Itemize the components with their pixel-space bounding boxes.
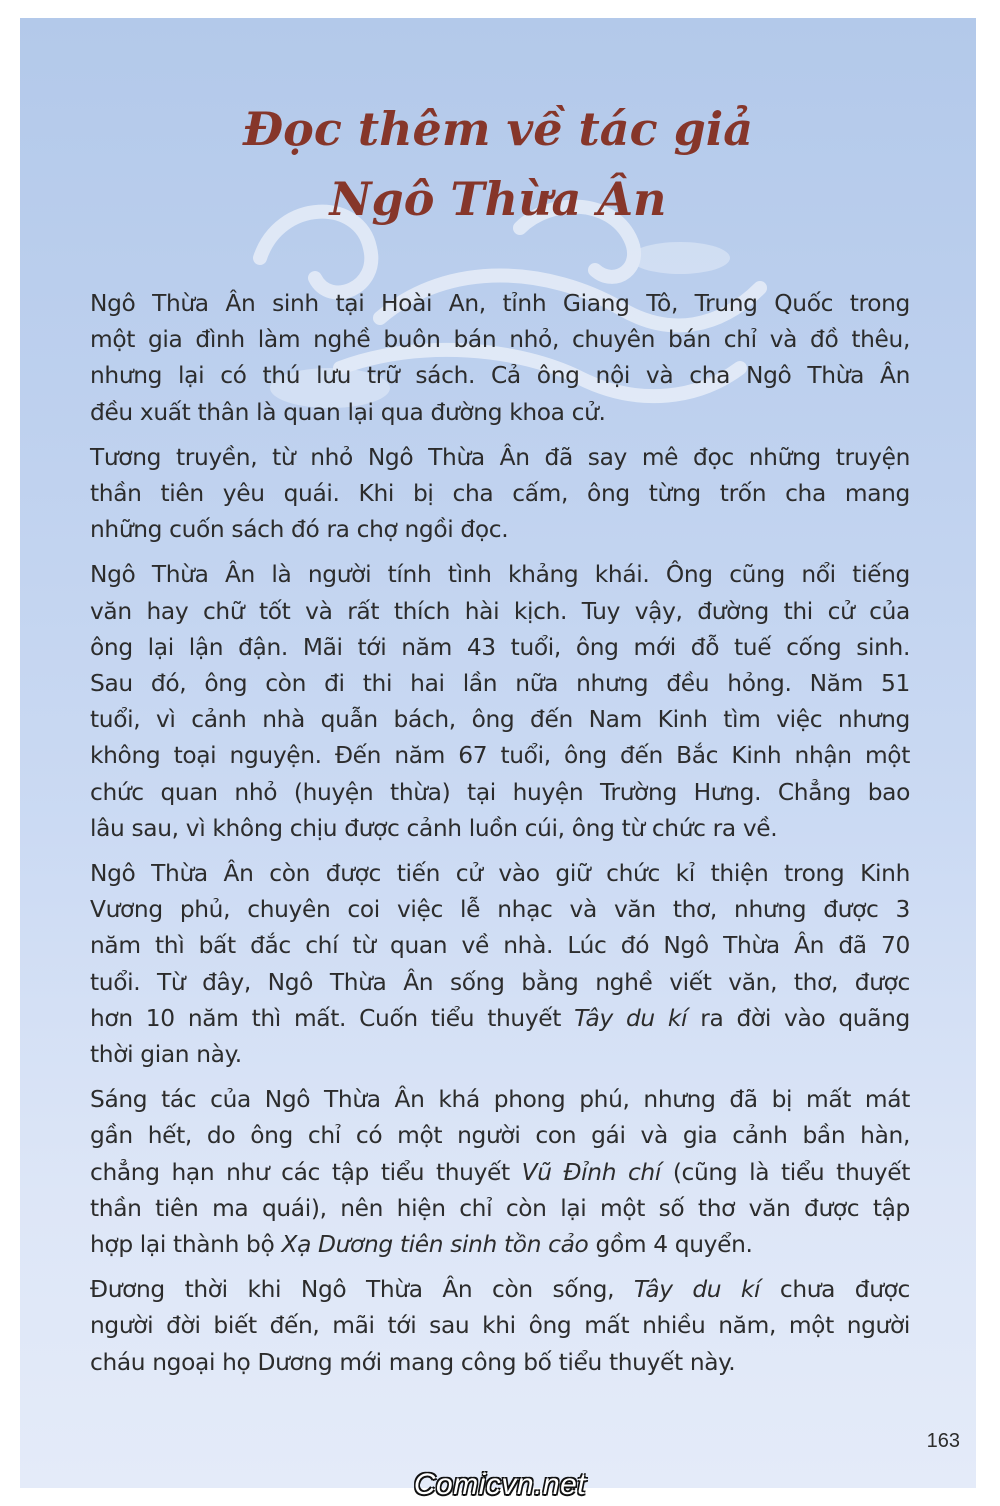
- text-line: Đương thời khi Ngô Thừa Ân còn sống, Tây du kí chưa được: [90, 1276, 910, 1304]
- text-line: Sáng tác của Ngô Thừa Ân khá phong phú, nhưng đã bị mất mát: [90, 1086, 910, 1114]
- text-line: chẳng hạn như các tập tiểu thuyết Vũ Đỉnh chí (cũng là tiểu thuyết: [90, 1158, 910, 1186]
- text-line: Ngô Thừa Ân là người tính tình khảng khái. Ông cũng nổi tiếng: [90, 561, 910, 589]
- paragraph: [90, 856, 910, 1073]
- page-number: 163: [926, 1430, 960, 1452]
- text-line: thời gian này.: [90, 1041, 242, 1069]
- text-line: lâu sau, vì không chịu được cảnh luồn cúi, ông từ chức ra về.: [90, 814, 778, 842]
- article-title-line-1: Đọc thêm về tác giả: [242, 102, 754, 156]
- paragraph: [90, 440, 910, 549]
- text-line: ông lại lận đận. Mãi tới năm 43 tuổi, ông mới đỗ tuế cống sinh.: [90, 633, 910, 661]
- text-line: Vương phủ, chuyên coi việc lễ nhạc và văn thơ, nhưng được 3: [90, 896, 910, 924]
- text-line: thần tiên ma quái), nên hiện chỉ còn lại một số thơ văn được tập: [90, 1194, 910, 1222]
- text-line: chức quan nhỏ (huyện thừa) tại huyện Trường Hưng. Chẳng bao: [90, 778, 910, 806]
- text-line: cháu ngoại họ Dương mới mang công bố tiểu thuyết này.: [90, 1348, 736, 1376]
- text-line: nhưng lại có thú lưu trữ sách. Cả ông nội và cha Ngô Thừa Ân: [90, 362, 910, 390]
- text-line: người đời biết đến, mãi tới sau khi ông mất nhiều năm, một người: [90, 1312, 910, 1340]
- article-body: [90, 286, 910, 1390]
- text-line: Sau đó, ông còn đi thi hai lần nữa nhưng đều hỏng. Năm 51: [90, 670, 910, 698]
- paragraph: [90, 1272, 910, 1381]
- text-line: hơn 10 năm thì mất. Cuốn tiểu thuyết Tây du kí ra đời vào quãng: [90, 1004, 910, 1032]
- text-line: không toại nguyện. Đến năm 67 tuổi, ông đến Bắc Kinh nhận một: [90, 742, 910, 770]
- paragraph: [90, 557, 910, 847]
- article-title-line-2: Ngô Thừa Ân: [329, 172, 667, 226]
- text-line: văn hay chữ tốt và rất thích hài kịch. Tuy vậy, đường thi cử của: [90, 597, 910, 625]
- text-line: một gia đình làm nghề buôn bán nhỏ, chuyên bán chỉ và đồ thêu,: [90, 326, 910, 354]
- text-line: tuổi, vì cảnh nhà quẫn bách, ông đến Nam Kinh tìm việc nhưng: [90, 706, 910, 734]
- site-watermark: Comicvn.net: [413, 1468, 587, 1501]
- text-line: năm thì bất đắc chí từ quan về nhà. Lúc đó Ngô Thừa Ân đã 70: [90, 932, 910, 960]
- paragraph: [90, 1082, 910, 1263]
- text-line: thần tiên yêu quái. Khi bị cha cấm, ông từng trốn cha mang: [90, 480, 910, 508]
- paragraph: [90, 286, 910, 431]
- text-line: Ngô Thừa Ân còn được tiến cử vào giữ chức kỉ thiện trong Kinh: [90, 860, 910, 888]
- text-line: những cuốn sách đó ra chợ ngồi đọc.: [90, 516, 509, 544]
- text-line: Ngô Thừa Ân sinh tại Hoài An, tỉnh Giang Tô, Trung Quốc trong: [90, 290, 910, 317]
- text-line: Tương truyền, từ nhỏ Ngô Thừa Ân đã say mê đọc những truyện: [90, 443, 910, 471]
- book-page: [20, 18, 976, 1488]
- text-line: gần hết, do ông chỉ có một người con gái và gia cảnh bần hàn,: [90, 1122, 910, 1150]
- text-line: tuổi. Từ đây, Ngô Thừa Ân sống bằng nghề viết văn, thơ, được: [90, 968, 910, 996]
- text-line: hợp lại thành bộ Xạ Dương tiên sinh tồn cảo gồm 4 quyển.: [90, 1231, 753, 1259]
- text-line: đều xuất thân là quan lại qua đường khoa cử.: [90, 398, 606, 426]
